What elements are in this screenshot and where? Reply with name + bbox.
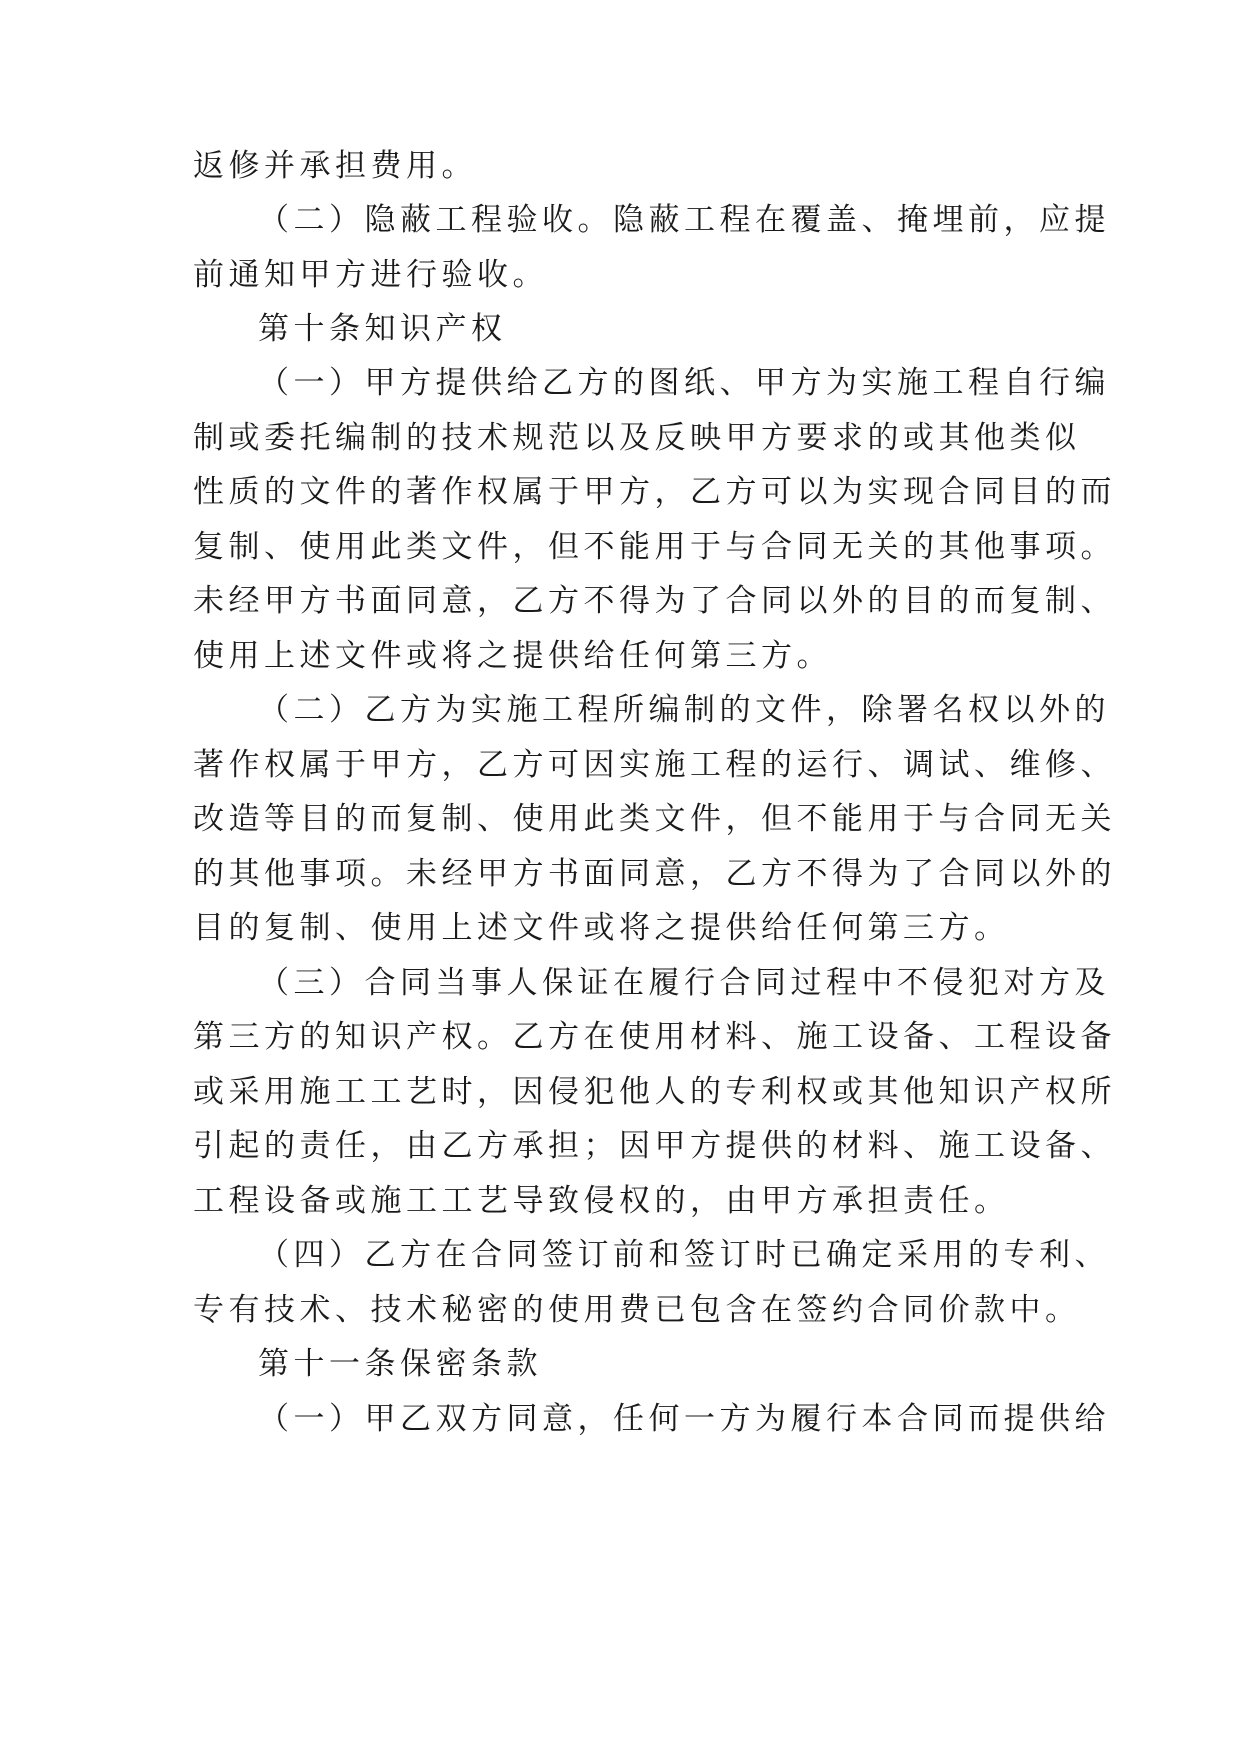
text-line: 引起的责任，由乙方承担；因甲方提供的材料、施工设备、 xyxy=(193,1128,1116,1164)
text-line: （一）甲乙双方同意，任何一方为履行本合同而提供给 xyxy=(258,1401,1110,1437)
text-line: （一）甲方提供给乙方的图纸、甲方为实施工程自行编 xyxy=(258,365,1110,401)
text-line: （二）隐蔽工程验收。隐蔽工程在覆盖、掩埋前，应提 xyxy=(258,202,1110,238)
text-line: 第三方的知识产权。乙方在使用材料、施工设备、工程设备 xyxy=(193,1019,1116,1055)
text-line: 著作权属于甲方，乙方可因实施工程的运行、调试、维修、 xyxy=(193,747,1116,783)
text-line: 的其他事项。未经甲方书面同意，乙方不得为了合同以外的 xyxy=(193,856,1116,892)
text-line: （二）乙方为实施工程所编制的文件，除署名权以外的 xyxy=(258,692,1110,728)
text-line: 使用上述文件或将之提供给任何第三方。 xyxy=(193,638,832,674)
text-line: 性质的文件的著作权属于甲方，乙方可以为实现合同目的而 xyxy=(193,474,1116,510)
section-heading: 第十条知识产权 xyxy=(258,311,507,347)
text-line: 制或委托编制的技术规范以及反映甲方要求的或其他类似 xyxy=(193,420,1081,456)
text-line: 复制、使用此类文件，但不能用于与合同无关的其他事项。 xyxy=(193,529,1116,565)
section-heading: 第十一条保密条款 xyxy=(258,1346,542,1382)
text-line: 改造等目的而复制、使用此类文件，但不能用于与合同无关 xyxy=(193,801,1116,837)
text-line: 目的复制、使用上述文件或将之提供给任何第三方。 xyxy=(193,910,1010,946)
text-line: 或采用施工工艺时，因侵犯他人的专利权或其他知识产权所 xyxy=(193,1074,1116,1110)
text-line: （三）合同当事人保证在履行合同过程中不侵犯对方及 xyxy=(258,965,1110,1001)
text-line: （四）乙方在合同签订前和签订时已确定采用的专利、 xyxy=(258,1237,1110,1273)
text-line: 返修并承担费用。 xyxy=(193,148,477,184)
text-line: 未经甲方书面同意，乙方不得为了合同以外的目的而复制、 xyxy=(193,583,1116,619)
text-line: 工程设备或施工工艺导致侵权的，由甲方承担责任。 xyxy=(193,1183,1010,1219)
text-line: 专有技术、技术秘密的使用费已包含在签约合同价款中。 xyxy=(193,1292,1081,1328)
text-line: 前通知甲方进行验收。 xyxy=(193,257,548,293)
